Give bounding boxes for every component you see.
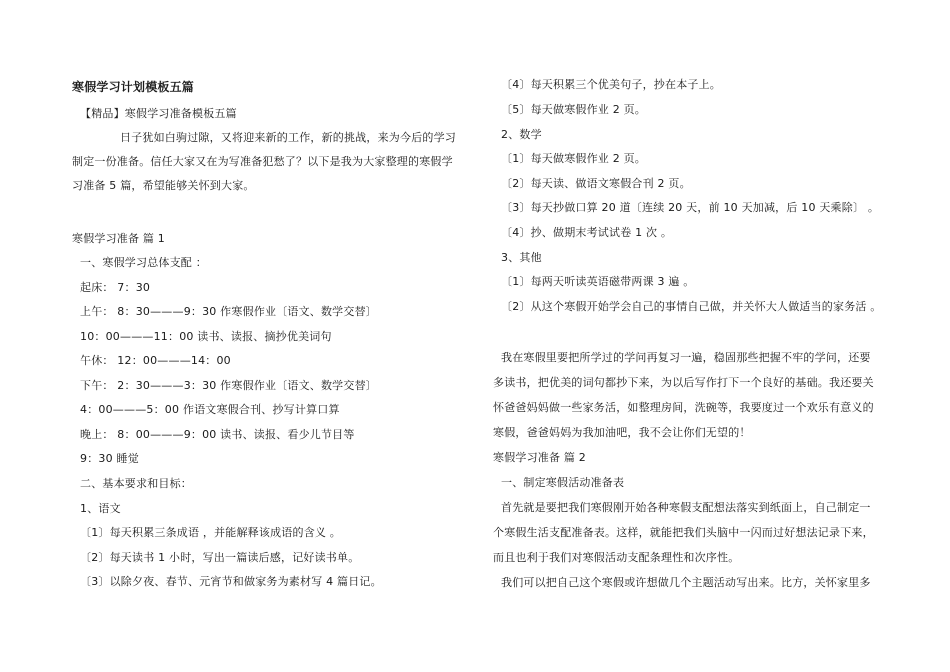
list-item: 〔1〕每天积累三条成语 ，并能解释该成语的含义 。: [80, 526, 341, 539]
document-title: 寒假学习计划模板五篇: [72, 80, 195, 94]
intro-line: 制定一份准备。信任大家又在为写准备犯愁了？以下是我为大家整理的寒假学: [72, 155, 453, 168]
list-item: 〔1〕每天做寒假作业 2 页。: [501, 152, 646, 165]
schedule-line: 下午： 2：30———3：30 作寒假作业〔语文、数学交替〕: [80, 379, 377, 392]
schedule-line: 9：30 睡觉: [80, 452, 139, 465]
schedule-line: 午休： 12：00———14：00: [80, 354, 231, 367]
paragraph-line: 我们可以把自己这个寒假或许想做几个主题活动写出来。比方，关怀家里多: [501, 576, 871, 589]
list-item: 〔3〕以除夕夜、春节、元宵节和做家务为素材写 4 篇日记。: [80, 575, 382, 588]
list-item: 〔2〕每天读书 1 小时，写出一篇读后感，记好读书单。: [80, 551, 360, 564]
subtitle-line: 【精品】寒假学习准备模板五篇: [80, 107, 237, 120]
list-item: 〔2〕从这个寒假开始学会自己的事情自己做，并关怀大人做适当的家务活 。: [501, 300, 882, 313]
paragraph-line: 多读书，把优美的词句都抄下来，为以后写作打下一个良好的基础。我还要关: [493, 376, 874, 389]
text-line: 3、其他: [501, 251, 542, 264]
section-heading-1: 寒假学习准备 篇 1: [72, 232, 165, 245]
paragraph-line: 我在寒假里要把所学过的学问再复习一遍，稳固那些把握不牢的学问，还要: [501, 351, 871, 364]
schedule-line: 上午： 8：30———9：30 作寒假作业〔语文、数学交替〕: [80, 305, 377, 318]
list-item: 〔5〕每天做寒假作业 2 页。: [501, 103, 646, 116]
paragraph-line: 首先就是要把我们寒假刚开始各种寒假支配想法落实到纸面上，自己制定一: [501, 501, 871, 514]
text-line: 2、数学: [501, 128, 542, 141]
list-item: 〔2〕每天读、做语文寒假合刊 2 页。: [501, 177, 691, 190]
paragraph-line: 个寒假生活支配准备表。这样，就能把我们头脑中一闪而过好想法记录下来，: [493, 526, 874, 539]
text-line: 1、语文: [80, 502, 121, 515]
schedule-line: 起床： 7：30: [80, 281, 151, 294]
paragraph-line: 寒假，爸爸妈妈为我加油吧，我不会让你们无望的！: [493, 426, 751, 439]
intro-line: 习准备 5 篇，希望能够关怀到大家。: [72, 179, 255, 192]
section-heading-2: 寒假学习准备 篇 2: [493, 451, 586, 464]
list-item: 〔3〕每天抄做口算 20 道〔连续 20 天，前 10 天加减，后 10 天乘除〕 。: [501, 201, 880, 214]
schedule-line: 晚上： 8：00———9：00 读书、读报、看少儿节目等: [80, 428, 355, 441]
list-item: 〔1〕每两天听读英语磁带两课 3 遍 。: [501, 275, 695, 288]
intro-line: 日子犹如白驹过隙，又将迎来新的工作，新的挑战，来为今后的学习: [120, 131, 456, 144]
text-line: 一、寒假学习总体支配 ：: [80, 256, 207, 269]
list-item: 〔4〕每天积累三个优美句子，抄在本子上。: [501, 78, 721, 91]
paragraph-line: 而且也利于我们对寒假活动支配条理性和次序性。: [493, 551, 740, 564]
text-line: 一、制定寒假活动准备表: [501, 476, 625, 489]
schedule-line: 4：00———5：00 作语文寒假合刊、抄写计算口算: [80, 403, 340, 416]
list-item: 〔4〕抄、做期末考试试卷 1 次 。: [501, 226, 673, 239]
schedule-line: 10：00———11：00 读书、读报、摘抄优美词句: [80, 330, 332, 343]
paragraph-line: 怀爸爸妈妈做一些家务活，如整理房间，洗碗等，我要度过一个欢乐有意义的: [493, 401, 874, 414]
text-line: 二、基本要求和目标：: [80, 477, 192, 490]
